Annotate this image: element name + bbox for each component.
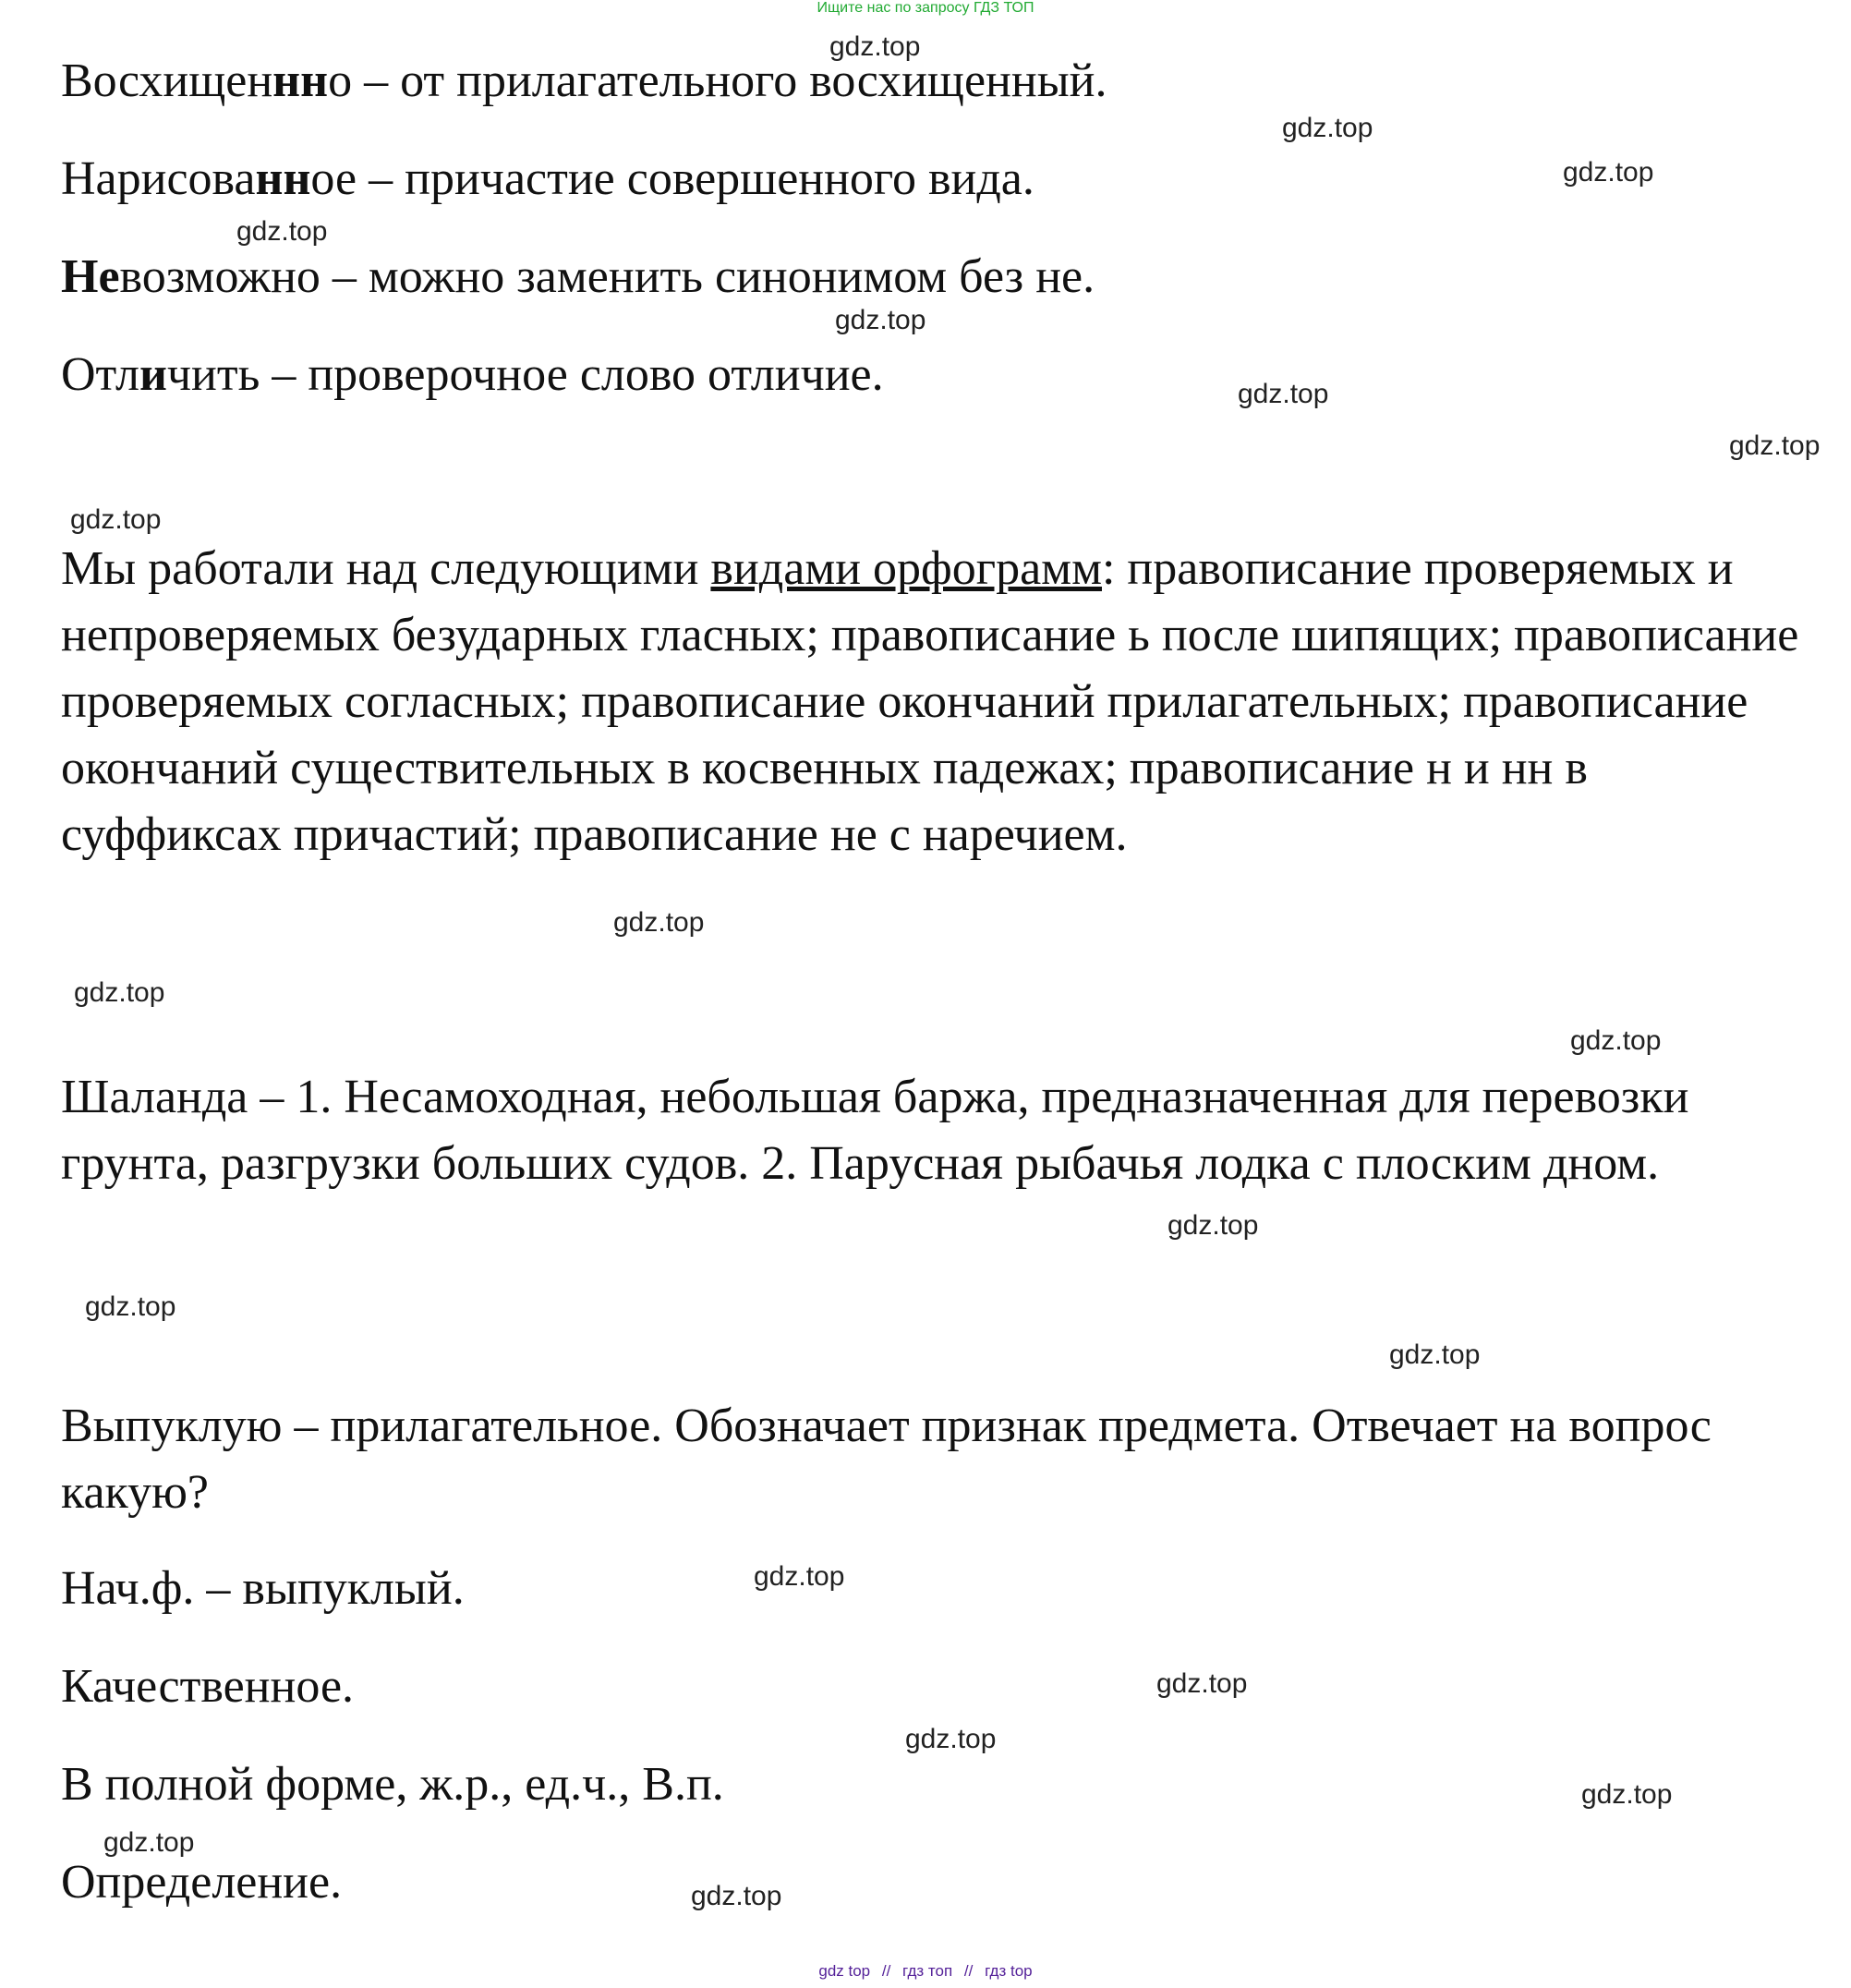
watermark: gdz.top: [835, 305, 926, 335]
line-suffix: чить – проверочное слово отличие.: [166, 348, 884, 401]
watermark: gdz.top: [1563, 157, 1654, 188]
highlighted-letters: Не: [61, 250, 120, 303]
watermark: gdz.top: [905, 1724, 997, 1754]
footer-link-gdz-top[interactable]: gdz top: [818, 1962, 871, 1980]
watermark: gdz.top: [70, 504, 162, 535]
watermark: gdz.top: [1581, 1779, 1673, 1810]
paragraph-rest: : правописание проверяемых и непроверяемых безударных гласных; правописание ь после шипящих; правописание проверяемых согласных; правописание окончаний прилагательных; правописание окончаний существительных в косвенных падежах; правописание н и нн в суффиксах причастий; правописание не с наречием.: [61, 542, 1799, 861]
grammar-form-line: В полной форме, ж.р., ед.ч., В.п.: [61, 1758, 724, 1811]
watermark: gdz.top: [85, 1291, 176, 1322]
highlighted-letters: нн: [272, 55, 329, 107]
footer-link-gdz-top-mixed[interactable]: гдз top: [985, 1962, 1033, 1980]
sentence-role-line: Определение.: [61, 1856, 343, 1909]
quality-line: Качественное.: [61, 1660, 355, 1713]
watermark: gdz.top: [236, 216, 328, 247]
footer-link-gdz-top-ru[interactable]: гдз топ: [902, 1962, 953, 1980]
line-suffix: о – от прилагательного восхищенный.: [328, 55, 1107, 107]
highlighted-letters: нн: [255, 152, 311, 205]
watermark: gdz.top: [1389, 1339, 1481, 1370]
watermark: gdz.top: [1167, 1210, 1259, 1241]
watermark: gdz.top: [613, 907, 705, 938]
underlined-term: видами орфограмм: [710, 542, 1102, 595]
paragraph-start: Мы работали над следующими: [61, 542, 711, 595]
watermark: gdz.top: [691, 1881, 782, 1911]
footer-separator: //: [963, 1962, 974, 1980]
line-prefix: Отл: [61, 348, 139, 401]
answer-line-2: [61, 152, 1034, 207]
initial-form-line: Нач.ф. – выпуклый.: [61, 1562, 465, 1615]
orthogram-paragraph: [61, 536, 1816, 868]
line-prefix: Нарисова: [61, 152, 256, 205]
line-suffix: возможно – можно заменить синонимом без не.: [119, 250, 1095, 303]
word-analysis-paragraph: Выпуклую – прилагательное. Обозначает признак предмета. Отвечает на вопрос какую?: [61, 1400, 1712, 1519]
definition-paragraph: Шаланда – 1. Несамоходная, небольшая баржа, предназначенная для перевозки грунта, разгрузки больших судов. 2. Парусная рыбачья лодка с плоским дном.: [61, 1071, 1689, 1190]
watermark: gdz.top: [74, 977, 165, 1008]
watermark: gdz.top: [1156, 1668, 1248, 1699]
watermark: gdz.top: [1729, 430, 1821, 461]
highlighted-letters: и: [139, 348, 167, 401]
answer-line-4: [61, 347, 884, 403]
top-banner: Ищите нас по запросу ГДЗ ТОП: [817, 0, 1034, 16]
watermark: gdz.top: [829, 31, 921, 62]
footer-links: [0, 1962, 1851, 1981]
watermark: gdz.top: [1238, 379, 1329, 409]
watermark: gdz.top: [1282, 113, 1373, 143]
watermark: gdz.top: [103, 1827, 195, 1858]
footer-separator: //: [881, 1962, 891, 1980]
watermark: gdz.top: [754, 1561, 845, 1592]
answer-line-1: [61, 54, 1107, 109]
answer-line-3: [61, 249, 1095, 305]
watermark: gdz.top: [1570, 1025, 1662, 1056]
line-prefix: Восхищен: [61, 55, 273, 107]
line-suffix: ое – причастие совершенного вида.: [310, 152, 1034, 205]
